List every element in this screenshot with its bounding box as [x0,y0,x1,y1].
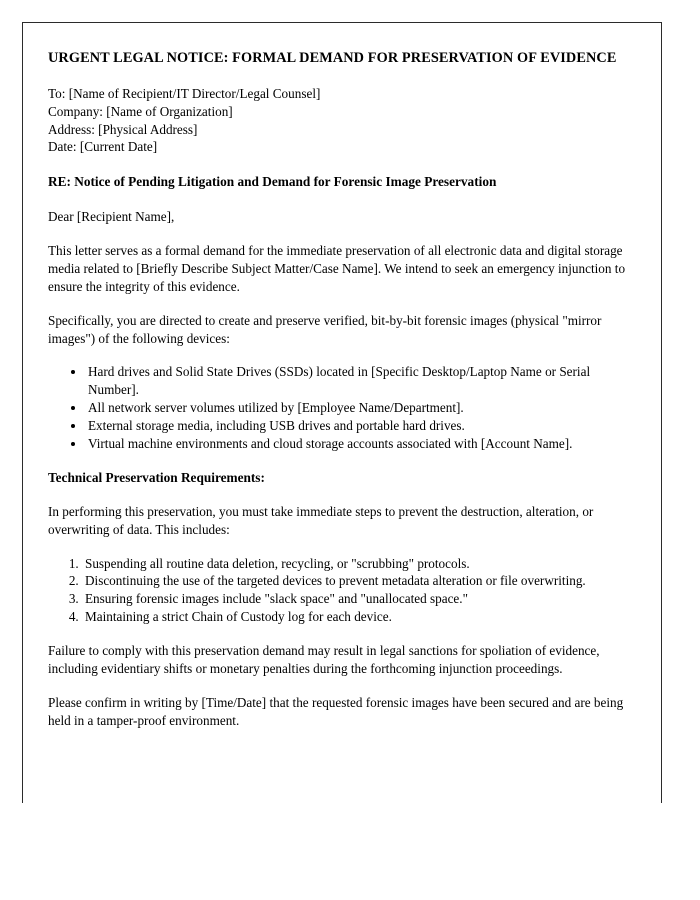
recipient-block [48,85,635,157]
noncompliance-paragraph: Failure to comply with this preservation demand may result in legal sanctions for spoliation of evidence, including evidentiary shifts or monetary penalties during the forthcoming injunction proceedings. [48,643,600,676]
opening-paragraph: This letter serves as a formal demand for the immediate preservation of all electronic data and digital storage media related to [Briefly Describe Subject Matter/Case Name]. We intend to seek an emergency injunction to ensure the integrity of this evidence. [48,243,626,294]
list-item: • External storage media, including USB drives and portable hard drives. [86,417,635,435]
list-item: • Virtual machine environments and cloud storage accounts associated with [Account Name]. [86,435,635,453]
list-item: • Hard drives and Solid State Drives (SSDs) located in [Specific Desktop/Laptop Name or Serial Number]. [86,363,635,399]
document-page [22,22,662,803]
list-item: • All network server volumes utilized by [Employee Name/Department]. [86,399,635,417]
document-title: URGENT LEGAL NOTICE: FORMAL DEMAND FOR PRESERVATION OF EVIDENCE [48,50,617,66]
salutation: Dear [Recipient Name], [48,209,175,225]
device-list [48,363,635,452]
list-item: 4. Maintaining a strict Chain of Custody log for each device. [82,608,635,626]
recipient-line-company: Company: [Name of Organization] [48,103,233,119]
confirmation-paragraph: Please confirm in writing by [Time/Date] that the requested forensic images have been secured and are being held in a tamper-proof environment. [48,694,624,728]
recipient-line-date: Date: [Current Date] [48,139,158,155]
list-item: 2. Discontinuing the use of the targeted devices to prevent metadata alteration or file overwriting. [82,572,635,590]
document-body [23,23,661,730]
recipient-line-address: Address: [Physical Address] [48,121,198,137]
technical-requirements-heading: Technical Preservation Requirements: [48,469,265,485]
list-item: 1. Suspending all routine data deletion, recycling, or "scrubbing" protocols. [82,555,635,573]
technical-intro-paragraph: In performing this preservation, you must take immediate steps to prevent the destruction, alteration, or overwriting of data. This includes: [48,503,594,537]
recipient-line-to: To: [Name of Recipient/IT Director/Legal Counsel] [48,85,321,101]
requirements-list [48,555,635,627]
re-subject-line: RE: Notice of Pending Litigation and Demand for Forensic Image Preservation [48,174,497,190]
list-item: 3. Ensuring forensic images include "slack space" and "unallocated space." [82,590,635,608]
directive-paragraph: Specifically, you are directed to create and preserve verified, bit-by-bit forensic images (physical "mirror images") of the following devices: [48,312,602,346]
